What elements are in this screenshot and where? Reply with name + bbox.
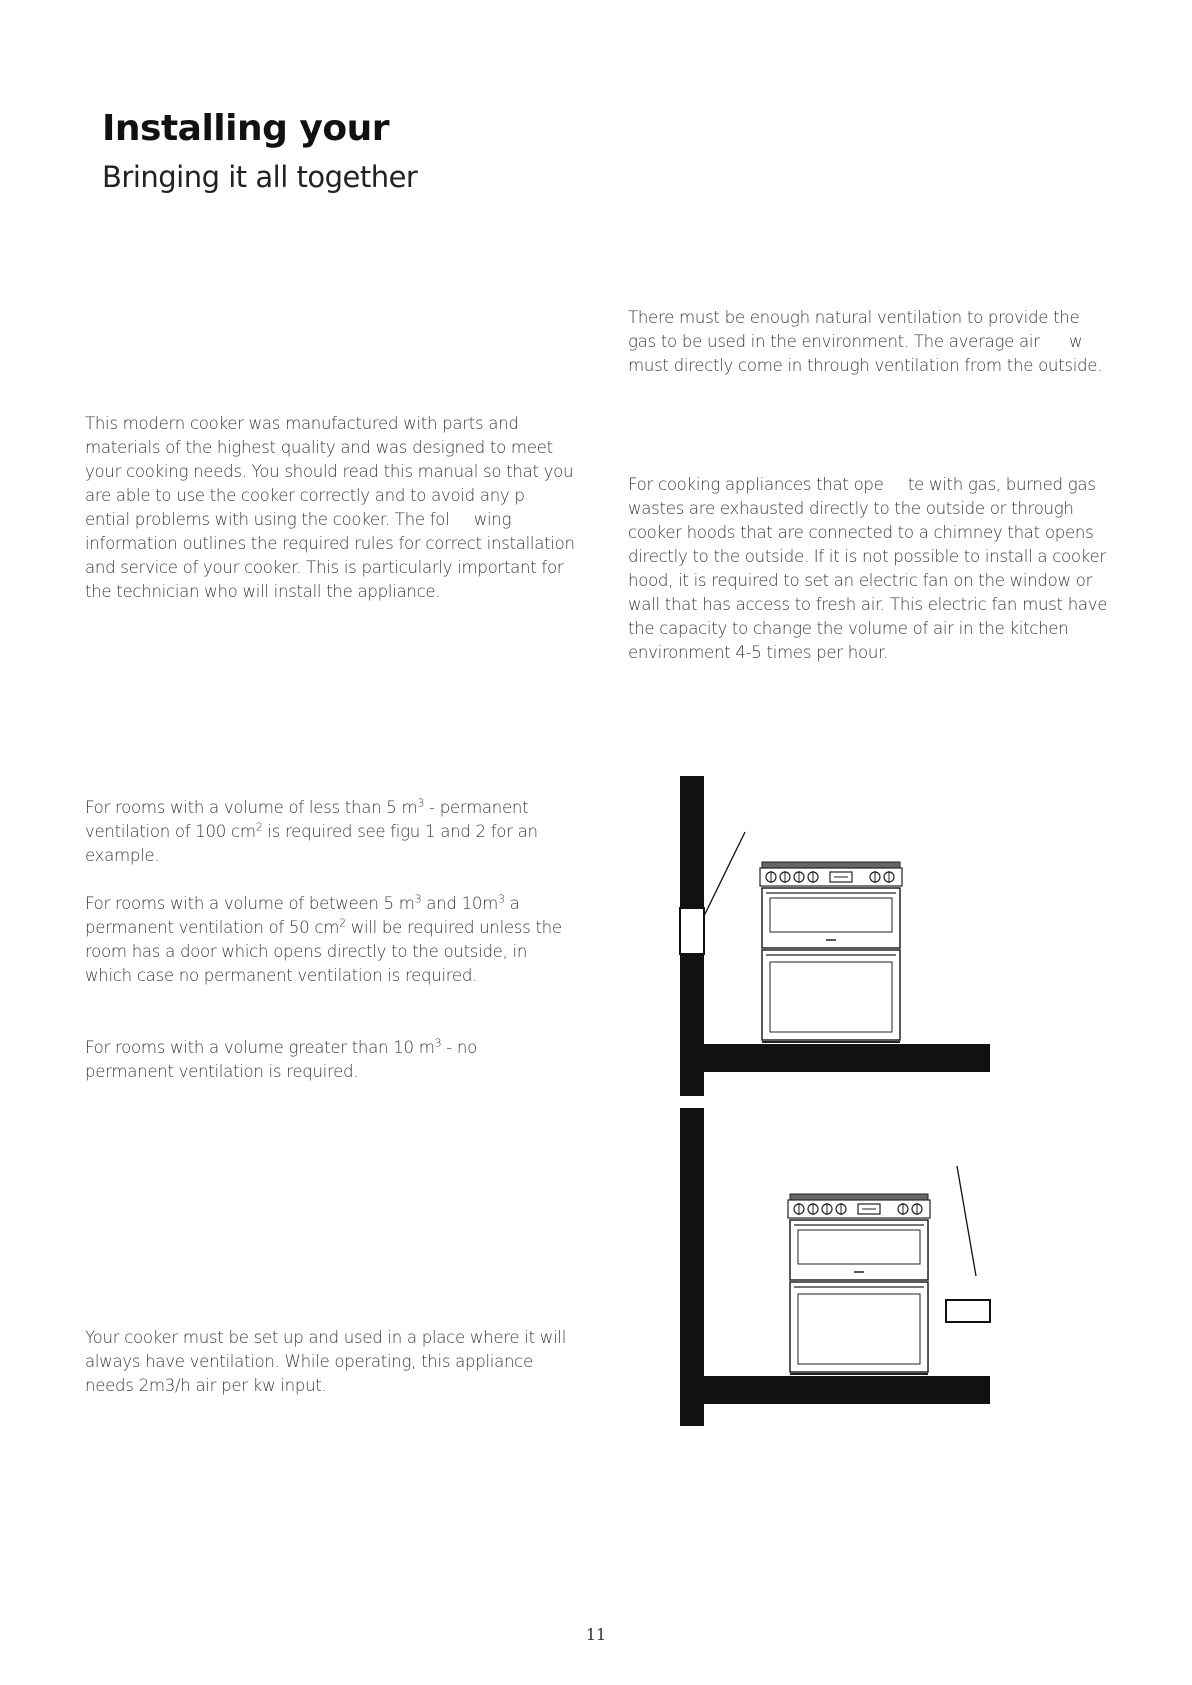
room-large-paragraph: For rooms with a volume greater than 10 $m^3$ - no permanent ventilation is required.	[85, 1036, 477, 1081]
vent-leader-line	[704, 832, 745, 916]
room-vent	[946, 1300, 990, 1322]
wall-vent	[680, 908, 704, 954]
cooker-icon	[760, 862, 902, 1042]
page-number: 11	[585, 1625, 607, 1644]
room-small-paragraph: For rooms with a volume of less than 5 $m^3$ - permanent ventilation of 100 $cm^2$ is required see figu 1 and 2 for an example.	[85, 796, 538, 865]
page-title: Installing your	[102, 108, 389, 149]
ventilation-figure-1	[670, 776, 1000, 1096]
intro-paragraph: This modern cooker was manufactured with parts and materials of the highest quality and was designed to meet your cooking needs. You should read this manual so that you are able to use the cooker correctly and to avoid any p ential problems with using the cooker. The fol wing information outlines the required rules for correct installation and service of your cooker. This is particularly important for the technician who will install the appliance.	[85, 414, 575, 601]
room-medium-paragraph: For rooms with a volume of between 5 $m^3$ and $10m^3$ a permanent ventilation of 50 $cm^2$ will be required unless the room has a door which opens directly to the outside, in which case no permanent ventilation is required.	[85, 892, 562, 985]
vent-leader-line	[957, 1166, 976, 1276]
cooker-icon	[788, 1194, 930, 1374]
setup-paragraph: Your cooker must be set up and used in a place where it will always have ventilation. While operating, this appliance needs 2m3/h air per kw input.	[85, 1328, 567, 1395]
exhaust-paragraph: For cooking appliances that ope te with gas, burned gas wastes are exhausted directly to the outside or through cooker hoods that are connected to a chimney that opens directly to the outside. If it is not possible to install a cooker hood, it is required to set an electric fan on the window or wall that has access to fresh air. This electric fan must have the capacity to change the volume of air in the kitchen environment 4-5 times per hour.	[628, 475, 1108, 662]
page-subtitle: Bringing it all together	[102, 160, 418, 194]
floor	[680, 1376, 990, 1404]
floor	[680, 1044, 990, 1072]
ventilation-paragraph: There must be enough natural ventilation to provide the gas to be used in the environment. The average air w must directly come in through ventilation from the outside.	[628, 308, 1103, 375]
ventilation-figure-2	[670, 1108, 1000, 1428]
